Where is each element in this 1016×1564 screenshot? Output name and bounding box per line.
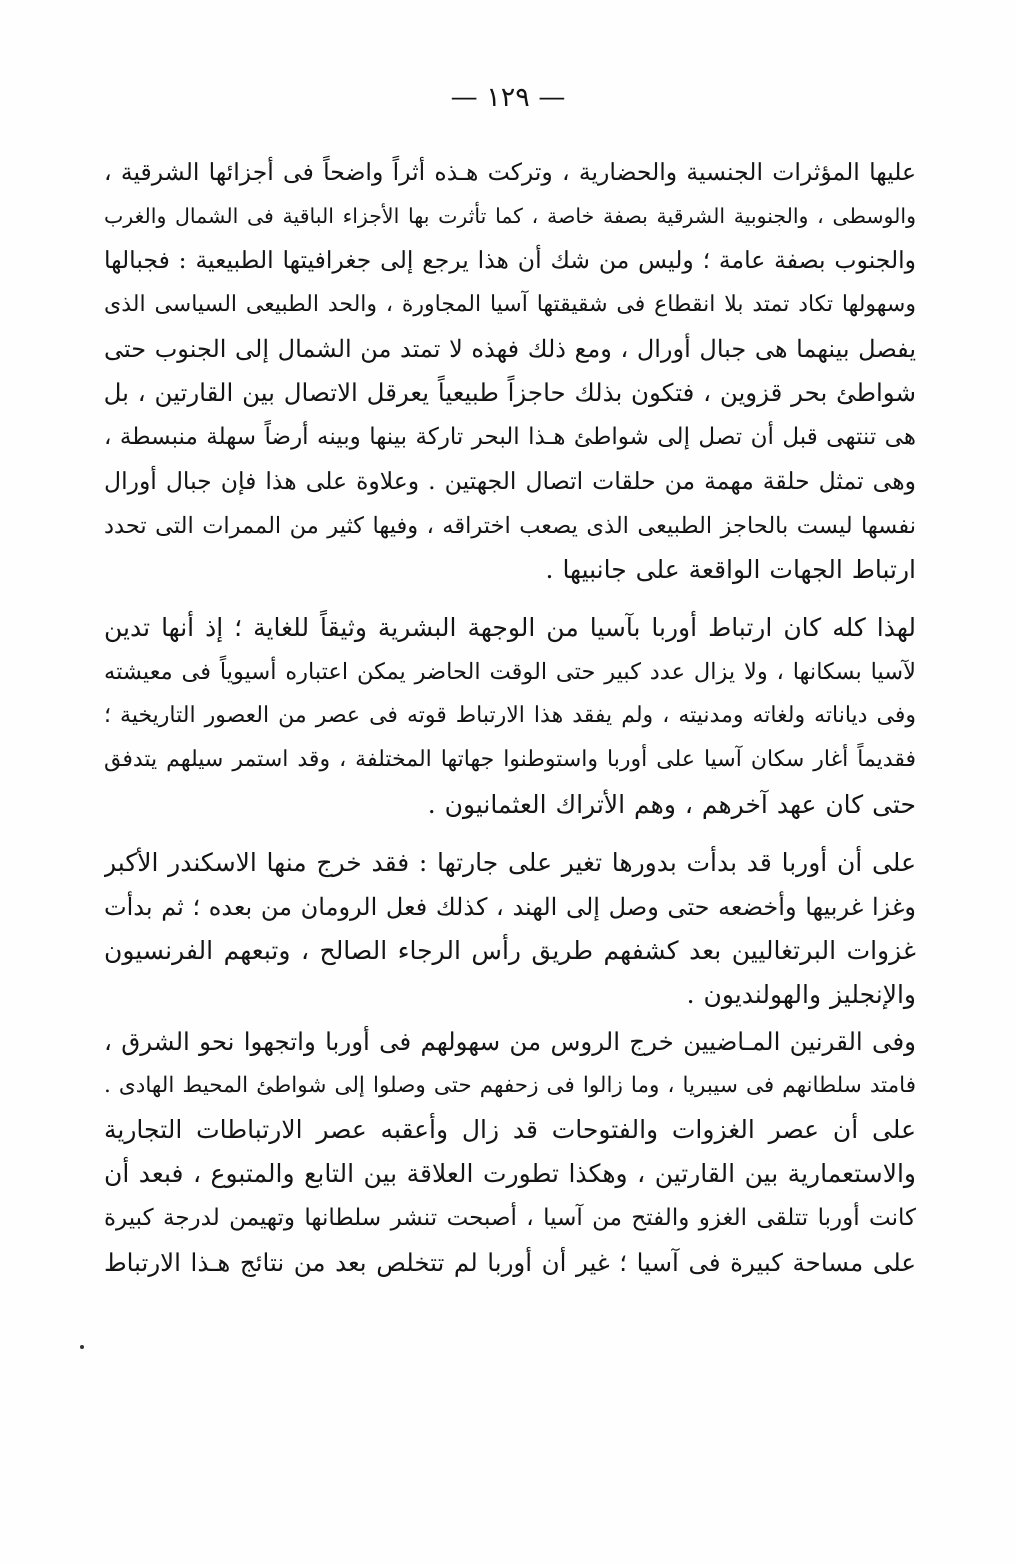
- text-line: والاستعمارية بين القارتين ، وهكذا تطورت العلاقة بين التابع والمتبوع ، فبعد أن: [104, 1159, 916, 1189]
- text-line: على أن أوربا قد بدأت بدورها تغير على جارتها : فقد خرج منها الاسكندر الأكبر: [104, 847, 916, 877]
- text-line: وفى دياناته ولغاته ومدنيته ، ولم يفقد هذا الارتباط قوته فى عصر من العصور التاريخية ؛: [104, 703, 916, 729]
- text-line: ارتباط الجهات الواقعة على جانبيها .: [545, 554, 916, 584]
- text-line: فقديماً أغار سكان آسيا على أوربا واستوطنوا جهاتها المختلفة ، وقد استمر سيلهم يتدفق: [104, 747, 916, 773]
- text-line: وفى القرنين المـاضيين خرج الروس من سهولهم فى أوربا واتجهوا نحو الشرق ،: [104, 1026, 916, 1056]
- ink-dot: [80, 1345, 84, 1349]
- text-line: فامتد سلطانهم فى سيبريا ، وما زالوا فى زحفهم حتى وصلوا إلى شواطئ المحيط الهادى .: [104, 1072, 916, 1098]
- paragraph-2: [104, 606, 916, 827]
- text-line: شواطئ بحر قزوين ، فتكون بذلك حاجزاً طبيعياً يعرقل الاتصال بين القارتين ، بل: [104, 377, 916, 407]
- text-line: وغزا غربيها وأخضعه حتى وصل إلى الهند ، كذلك فعل الرومان من بعده ؛ ثم بدأت: [104, 893, 916, 921]
- text-line: على مساحة كبيرة فى آسيا ؛ غير أن أوربا لم تتخلص بعد من نتائج هـذا الارتباط: [104, 1247, 916, 1277]
- text-line: والإنجليز والهولنديون .: [686, 980, 916, 1010]
- paragraph-4: [104, 1020, 916, 1285]
- text-line: حتى كان عهد آخرهم ، وهم الأتراك العثمانيون .: [427, 789, 916, 819]
- paragraph-3: [104, 841, 916, 1018]
- text-line: لهذا كله كان ارتباط أوربا بآسيا من الوجهة البشرية وثيقاً للغاية ؛ إذ أنها تدين: [104, 612, 916, 642]
- text-line: عليها المؤثرات الجنسية والحضارية ، وتركت هـذه أثراً واضحاً فى أجزائها الشرقية ،: [104, 158, 916, 186]
- text-line: غزوات البرتغاليين بعد كشفهم طريق رأس الرجاء الصالح ، وتبعهم الفرنسيون: [104, 936, 916, 966]
- text-line: على أن عصر الغزوات والفتوحات قد زال وأعقبه عصر الارتباطات التجارية: [104, 1114, 916, 1144]
- body-text: [104, 150, 916, 1285]
- text-line: نفسها ليست بالحاجز الطبيعى الذى يصعب اختراقه ، وفيها كثير من الممرات التى تحدد: [104, 512, 916, 539]
- text-line: يفصل بينهما هى جبال أورال ، ومع ذلك فهذه لا تمتد من الشمال إلى الجنوب حتى: [104, 334, 916, 363]
- page-number: — ١٢٩ —: [450, 82, 566, 113]
- text-line: والوسطى ، والجنوبية الشرقية بصفة خاصة ، كما تأثرت بها الأجزاء الباقية فى الشمال والغرب: [104, 204, 916, 229]
- text-line: والجنوب بصفة عامة ؛ وليس من شك أن هذا يرجع إلى جغرافيتها الطبيعية : فجبالها: [104, 246, 916, 275]
- text-line: وهى تمثل حلقة مهمة من حلقات اتصال الجهتين . وعلاوة على هذا فإن جبال أورال: [104, 467, 916, 496]
- text-line: هى تنتهى قبل أن تصل إلى شواطئ هـذا البحر تاركة بينها وبينه أرضاً سهلة منبسطة ،: [104, 424, 916, 451]
- paragraph-1: [104, 150, 916, 592]
- text-line: لآسيا بسكانها ، ولا يزال عدد كبير حتى الوقت الحاضر يمكن اعتباره أسيوياً فى معيشته: [104, 659, 916, 686]
- text-line: وسهولها تكاد تمتد بلا انقطاع فى شقيقتها آسيا المجاورة ، والحد الطبيعى السياسى الذى: [104, 291, 916, 317]
- text-line: كانت أوربا تتلقى الغزو والفتح من آسيا ، أصبحت تنشر سلطانها وتهيمن لدرجة كبيرة: [104, 1205, 916, 1232]
